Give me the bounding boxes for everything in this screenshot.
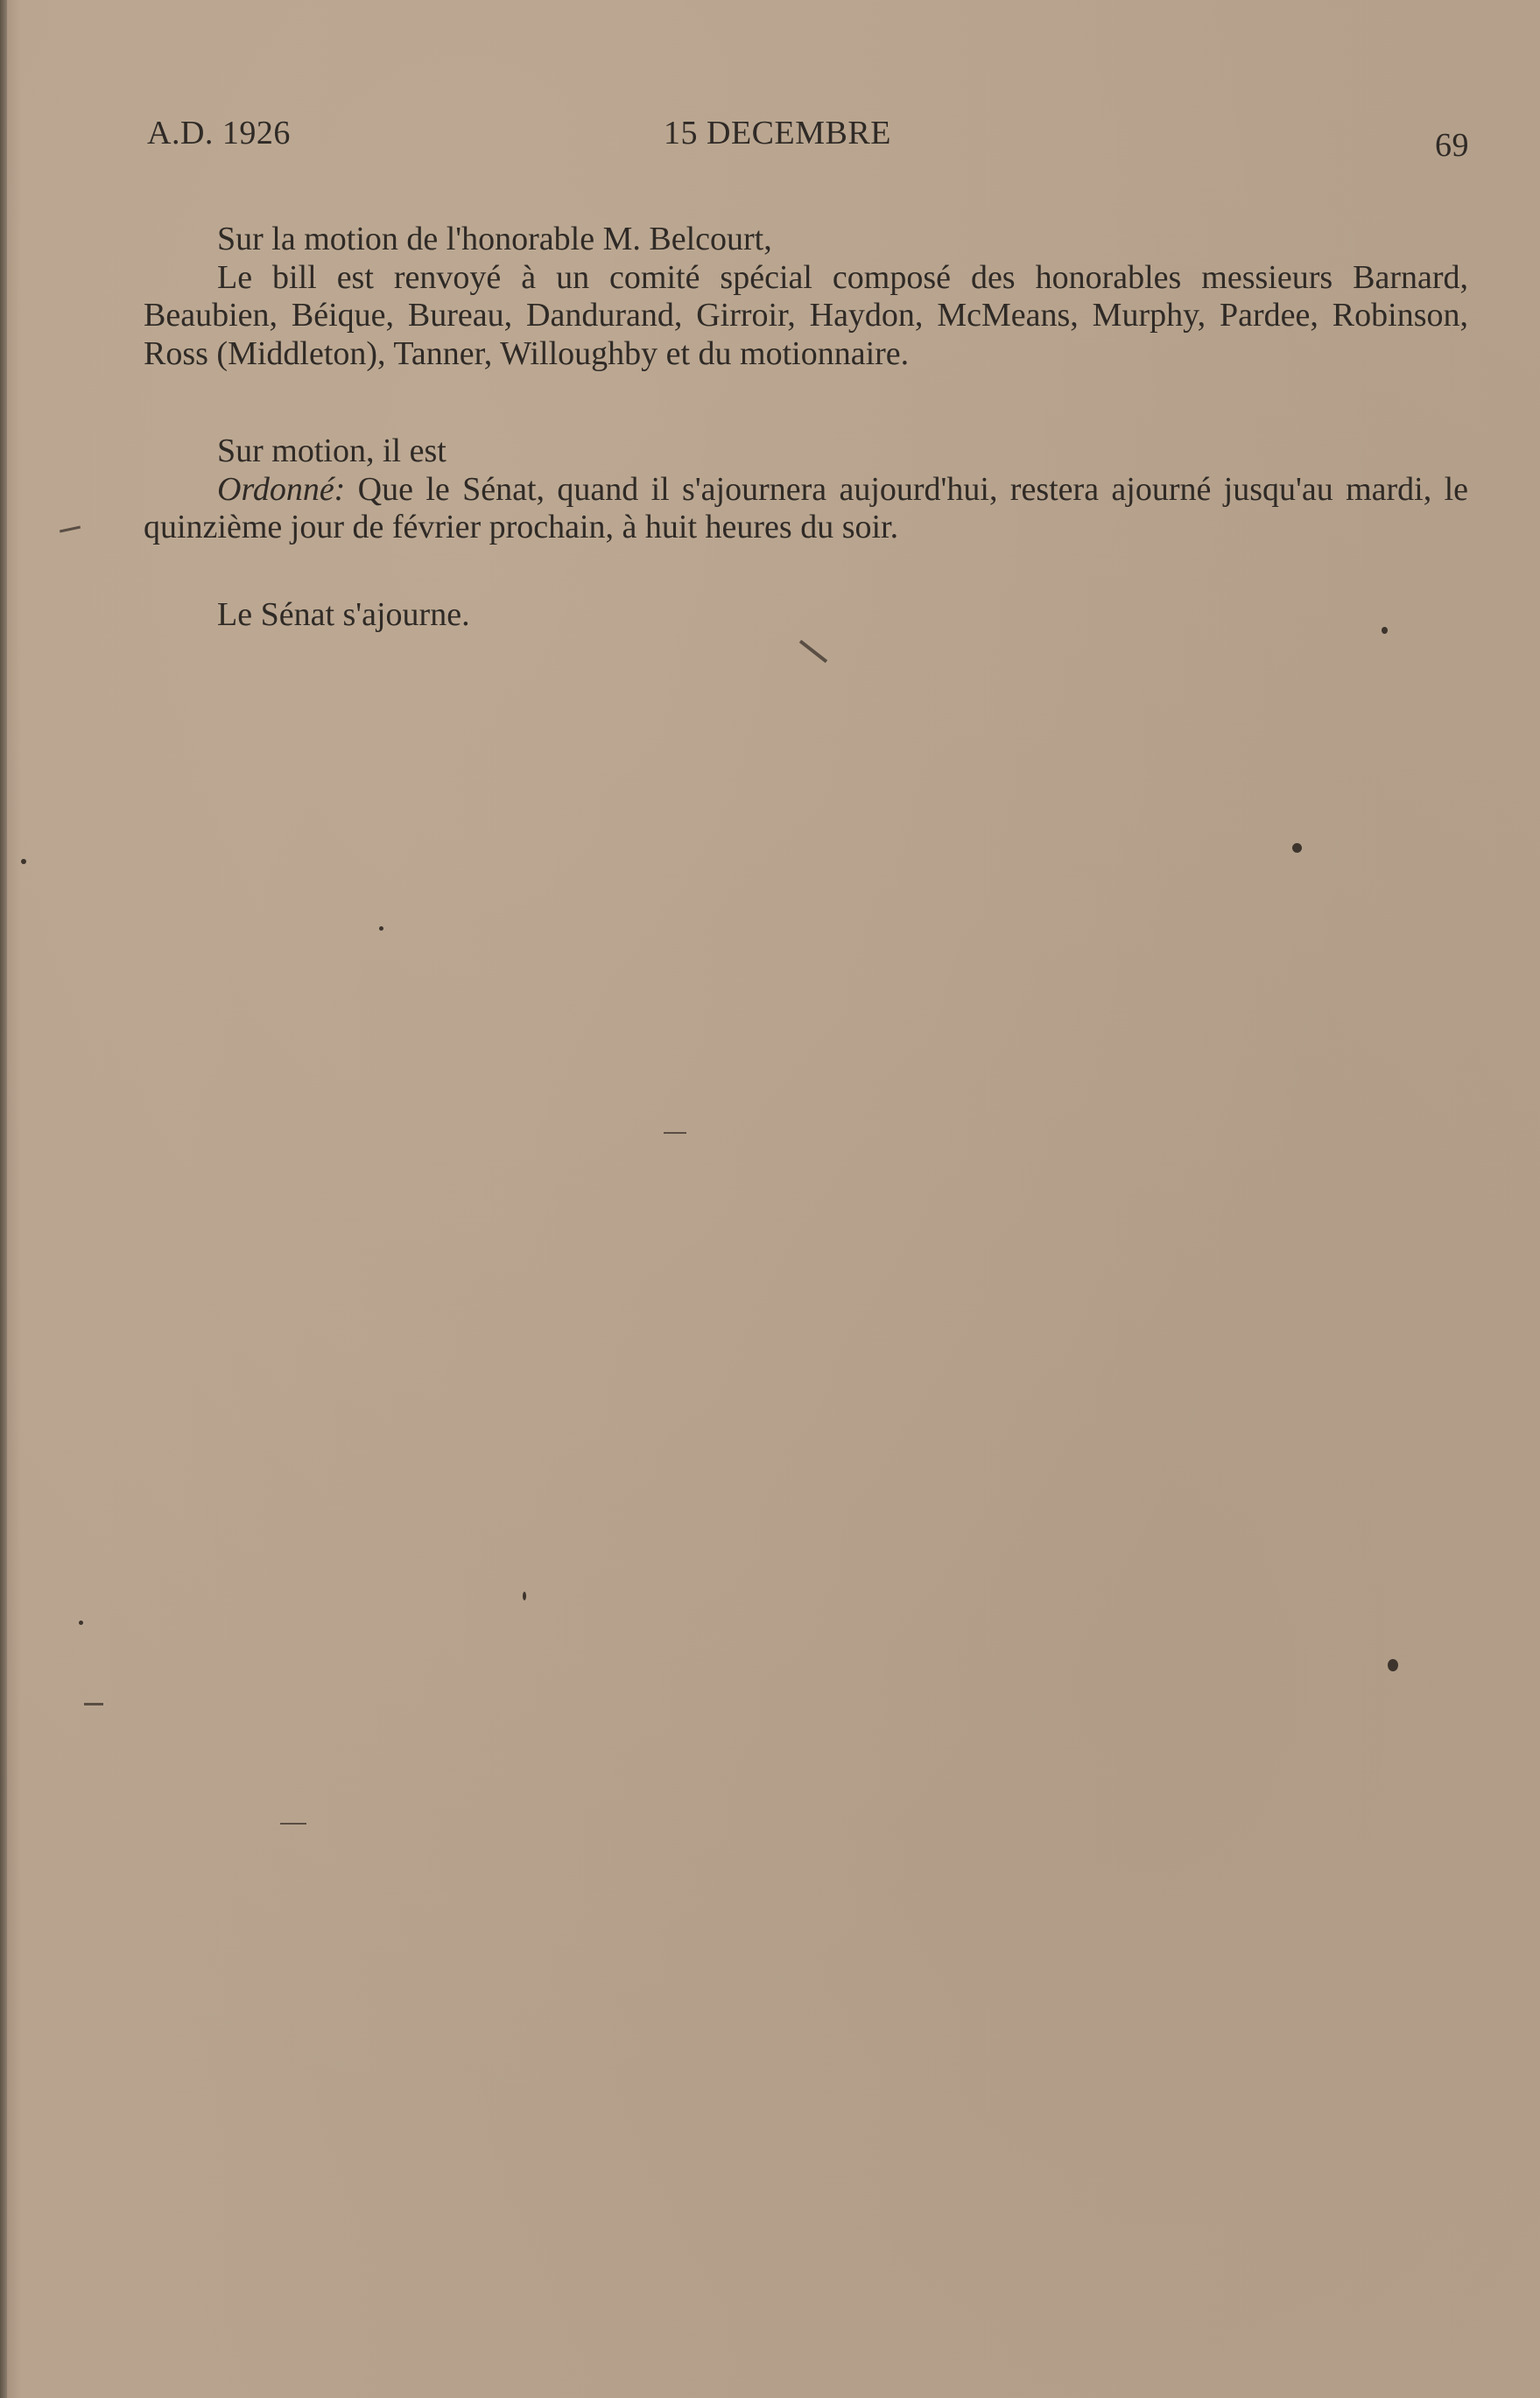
order-text: Que le Sénat, quand il s'ajournera aujourd'hui, restera ajourné jusqu'au mardi, le quinzième jour de février prochain, à huit heures du soir.: [144, 470, 1468, 545]
paragraph-gap: [144, 373, 1468, 432]
paragraph-motion: Sur la motion de l'honorable M. Belcourt,: [217, 221, 772, 257]
paper-speck: [1388, 1659, 1398, 1671]
page-number: 69: [1435, 127, 1469, 164]
paragraph-sur-motion: Sur motion, il est: [217, 432, 447, 469]
paper-mark: [60, 526, 81, 533]
paragraph-order: [144, 471, 1468, 547]
binding-edge: [0, 0, 7, 2398]
paper-speck: [79, 1621, 83, 1625]
paragraph-gap: [144, 547, 1468, 596]
paper-speck: [21, 859, 26, 864]
paragraph-adjourn: Le Sénat s'ajourne.: [217, 595, 470, 633]
header-year: A.D. 1926: [147, 115, 291, 151]
paper-speck: [523, 1592, 526, 1600]
paper-mark: [799, 640, 827, 664]
order-label: Ordonné:: [217, 470, 346, 508]
paper-mark: [84, 1703, 103, 1705]
header-date: 15 DECEMBRE: [664, 115, 891, 151]
running-header: [147, 114, 1469, 166]
paragraph-bill-referral: Le bill est renvoyé à un comité spécial composé des honorables messieurs Barnard, Beaubien, Béique, Bureau, Dandurand, Girroir, Haydon, McMeans, Murphy, Pardee, Robinson, Ross (Middleton), Tanner, Willoughby et du motionnaire.: [144, 258, 1468, 372]
paper-mark: [664, 1132, 686, 1134]
paper-speck: [1292, 843, 1302, 853]
page-body: [144, 221, 1468, 634]
paper-speck: [379, 926, 383, 931]
paper-speck: [1382, 627, 1388, 634]
paper-mark: [280, 1823, 306, 1825]
